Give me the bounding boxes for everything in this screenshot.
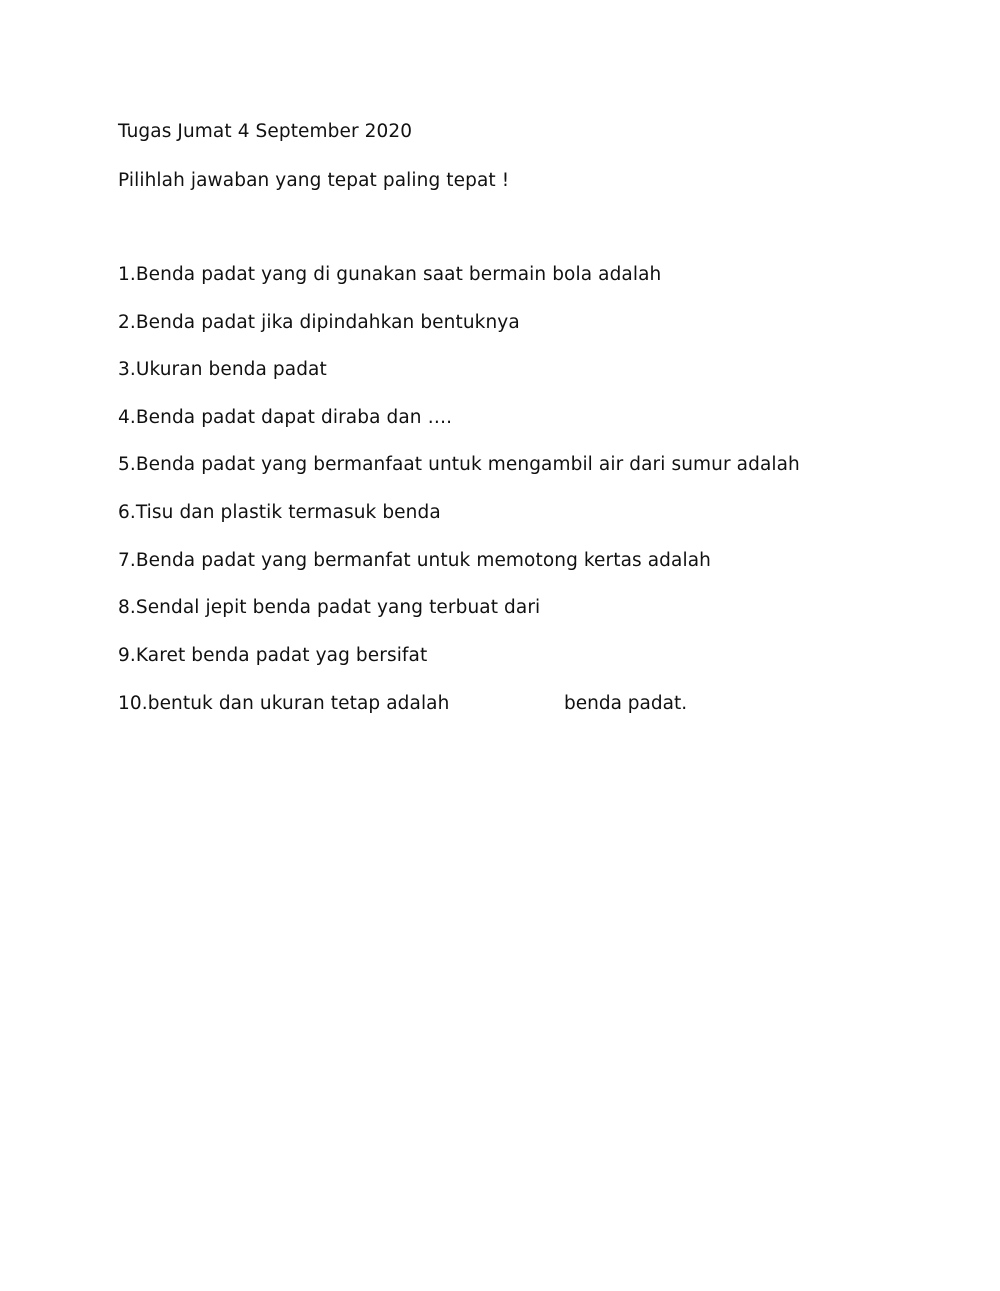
question-4: 4.Benda padat dapat diraba dan ….: [118, 407, 453, 428]
question-2: 2.Benda padat jika dipindahkan bentuknya: [118, 312, 520, 333]
worksheet-title: Tugas Jumat 4 September 2020: [118, 121, 413, 142]
question-1: 1.Benda padat yang di gunakan saat bermain bola adalah: [118, 264, 662, 285]
question-3: 3.Ukuran benda padat: [118, 359, 327, 380]
question-6: 6.Tisu dan plastik termasuk benda: [118, 502, 441, 523]
question-7: 7.Benda padat yang bermanfat untuk memotong kertas adalah: [118, 550, 711, 571]
question-9: 9.Karet benda padat yag bersifat: [118, 645, 428, 666]
question-10: 10.bentuk dan ukuran tetap adalah: [118, 693, 450, 714]
instruction-text: Pilihlah jawaban yang tepat paling tepat !: [118, 170, 510, 191]
question-5: 5.Benda padat yang bermanfaat untuk mengambil air dari sumur adalah: [118, 454, 800, 475]
question-8: 8.Sendal jepit benda padat yang terbuat dari: [118, 597, 541, 618]
question-10-tail: benda padat.: [564, 693, 688, 714]
